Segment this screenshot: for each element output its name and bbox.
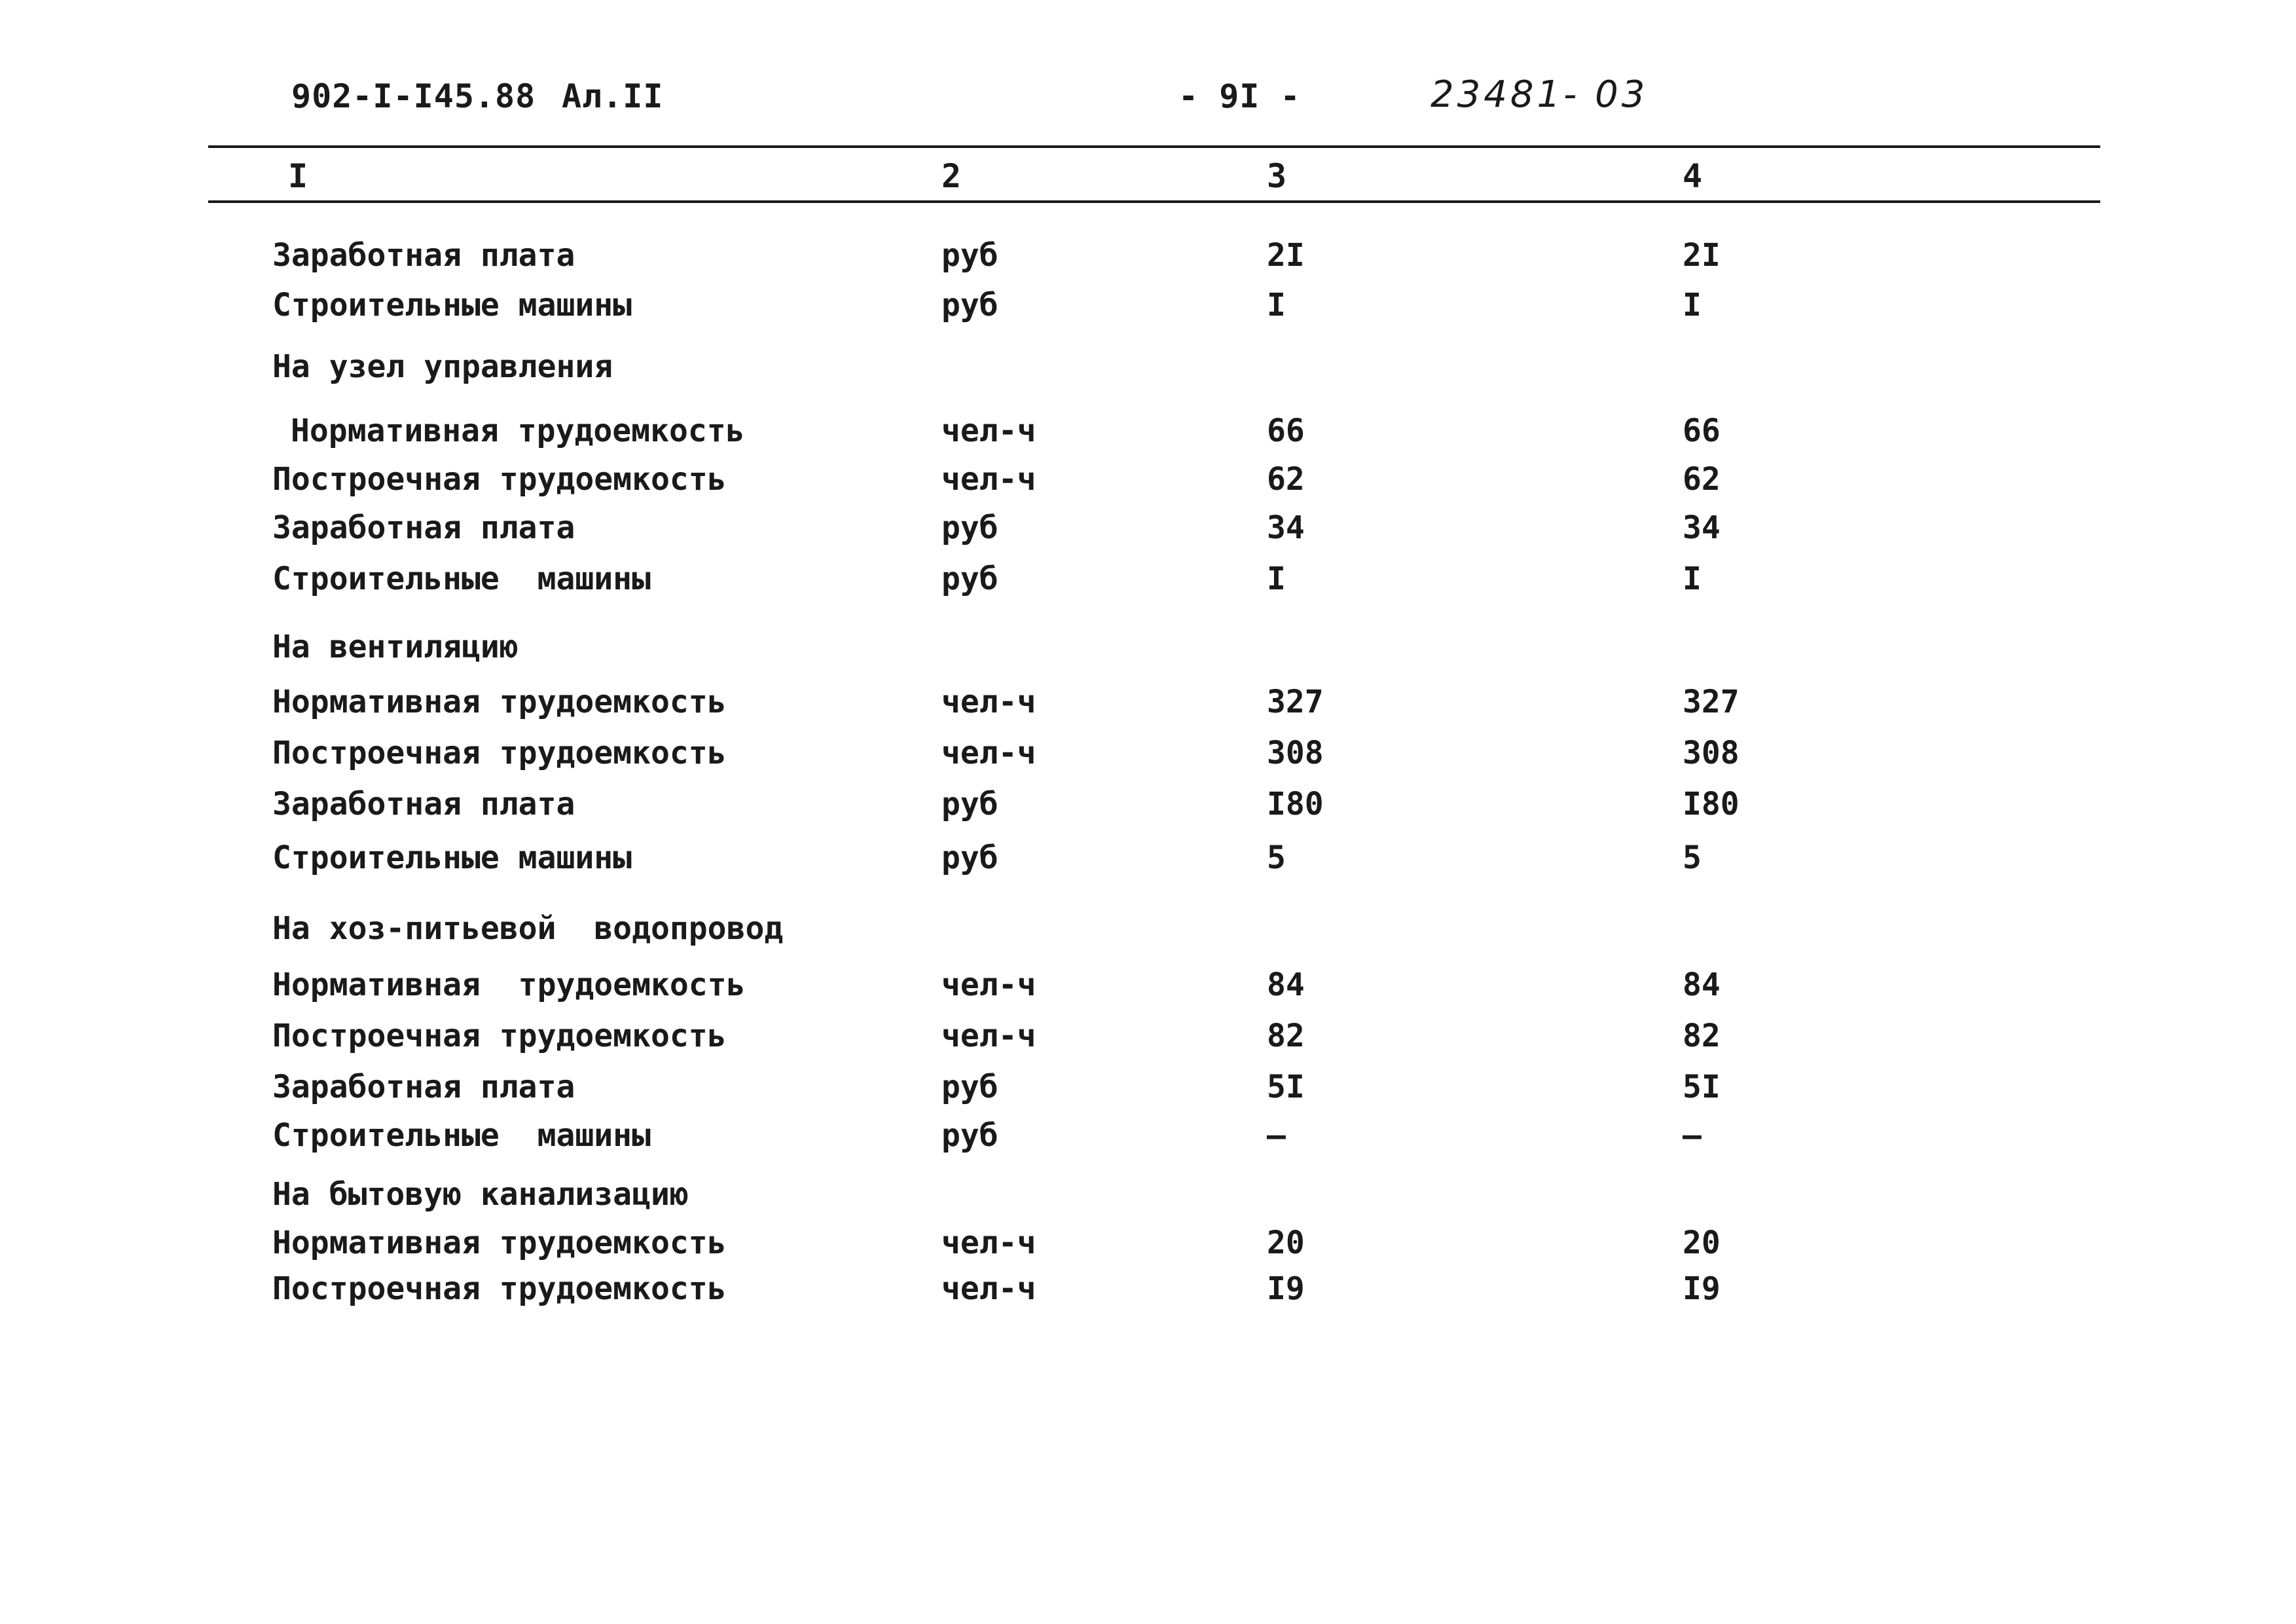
row-name: Строительные машины <box>272 287 632 323</box>
row-value-col3: I9 <box>1267 1270 1305 1307</box>
table-top-rule <box>208 145 2100 148</box>
row-unit: чел-ч <box>941 1225 1036 1261</box>
row-value-col3: I <box>1267 287 1286 323</box>
row-unit: чел-ч <box>941 461 1036 498</box>
row-unit: чел-ч <box>941 735 1036 771</box>
table-header-rule <box>208 200 2100 203</box>
row-value-col4: – <box>1683 1117 1702 1154</box>
row-value-col4: I <box>1683 561 1702 597</box>
row-unit: руб <box>941 237 998 274</box>
row-value-col4: 327 <box>1683 684 1740 720</box>
row-name: Построечная трудоемкость <box>272 461 727 498</box>
row-unit: руб <box>941 1069 998 1105</box>
row-value-col3: 82 <box>1267 1018 1305 1054</box>
column-header-3: 3 <box>1267 157 1287 195</box>
row-value-col3: 308 <box>1267 735 1324 771</box>
table-row <box>0 786 2296 828</box>
row-name: Строительные машины <box>272 1117 651 1154</box>
row-name: Заработная плата <box>272 509 575 546</box>
column-header-2: 2 <box>941 157 962 195</box>
row-value-col4: I80 <box>1683 786 1740 822</box>
document-code: 902-I-I45.88 <box>291 77 536 115</box>
row-name: Нормативная трудоемкость <box>272 1225 727 1261</box>
table-row <box>0 684 2296 726</box>
row-value-col4: 2I <box>1683 237 1721 274</box>
row-unit: руб <box>941 509 998 546</box>
sheet-number: Ал.II <box>562 77 664 115</box>
section-heading <box>0 348 2296 390</box>
row-value-col4: 62 <box>1683 461 1721 498</box>
table-row <box>0 1225 2296 1266</box>
section-title: На бытовую канализацию <box>272 1176 689 1213</box>
column-header-1: I <box>288 157 308 195</box>
row-value-col4: 5I <box>1683 1069 1721 1105</box>
row-name: Построечная трудоемкость <box>272 1018 727 1054</box>
section-heading <box>0 910 2296 952</box>
row-value-col3: I80 <box>1267 786 1324 822</box>
row-name: Построечная трудоемкость <box>272 1270 727 1307</box>
row-unit: руб <box>941 840 998 876</box>
row-name: Нормативная трудоемкость <box>291 413 745 449</box>
row-value-col4: 84 <box>1683 967 1721 1003</box>
row-name: Строительные машины <box>272 840 632 876</box>
table-row <box>0 1117 2296 1159</box>
table-row <box>0 735 2296 777</box>
table-row <box>0 561 2296 602</box>
row-value-col3: 34 <box>1267 509 1305 546</box>
table-row <box>0 1069 2296 1111</box>
row-value-col4: 82 <box>1683 1018 1721 1054</box>
row-name: Построечная трудоемкость <box>272 735 727 771</box>
table-row <box>0 967 2296 1008</box>
row-unit: руб <box>941 561 998 597</box>
page-number: - 9I - <box>1178 77 1301 115</box>
row-value-col4: 20 <box>1683 1225 1721 1261</box>
row-unit: чел-ч <box>941 1018 1036 1054</box>
table-row <box>0 1018 2296 1060</box>
handwritten-document-number: 23481- 03 <box>1430 73 1649 116</box>
row-name: Заработная плата <box>272 1069 575 1105</box>
row-value-col3: 5I <box>1267 1069 1305 1105</box>
table-row <box>0 840 2296 881</box>
row-value-col4: 34 <box>1683 509 1721 546</box>
table-row <box>0 287 2296 329</box>
row-unit: чел-ч <box>941 1270 1036 1307</box>
row-value-col3: 2I <box>1267 237 1305 274</box>
table-row <box>0 509 2296 551</box>
row-unit: чел-ч <box>941 413 1036 449</box>
row-value-col4: I <box>1683 287 1702 323</box>
row-name: Строительные машины <box>272 561 651 597</box>
column-header-4: 4 <box>1683 157 1703 195</box>
row-value-col4: 5 <box>1683 840 1702 876</box>
row-value-col3: 62 <box>1267 461 1305 498</box>
row-value-col3: 20 <box>1267 1225 1305 1261</box>
row-unit: руб <box>941 1117 998 1154</box>
row-value-col3: – <box>1267 1117 1286 1154</box>
row-unit: руб <box>941 786 998 822</box>
row-value-col3: 66 <box>1267 413 1305 449</box>
row-value-col3: 5 <box>1267 840 1286 876</box>
row-value-col3: I <box>1267 561 1286 597</box>
row-name: Нормативная трудоемкость <box>272 684 727 720</box>
row-unit: чел-ч <box>941 967 1036 1003</box>
row-value-col4: 66 <box>1683 413 1721 449</box>
row-name: Заработная плата <box>272 786 575 822</box>
table-row <box>0 461 2296 503</box>
row-name: Заработная плата <box>272 237 575 274</box>
row-unit: руб <box>941 287 998 323</box>
table-row <box>0 237 2296 279</box>
row-value-col3: 84 <box>1267 967 1305 1003</box>
section-heading <box>0 629 2296 671</box>
row-value-col3: 327 <box>1267 684 1324 720</box>
section-title: На вентиляцию <box>272 629 519 665</box>
section-title: На хоз-питьевой водопровод <box>272 910 784 947</box>
row-unit: чел-ч <box>941 684 1036 720</box>
section-title: На узел управления <box>272 348 613 385</box>
section-heading <box>0 1176 2296 1218</box>
row-value-col4: 308 <box>1683 735 1740 771</box>
table-row <box>0 1270 2296 1312</box>
row-value-col4: I9 <box>1683 1270 1721 1307</box>
table-row <box>0 413 2296 454</box>
row-name: Нормативная трудоемкость <box>272 967 746 1003</box>
